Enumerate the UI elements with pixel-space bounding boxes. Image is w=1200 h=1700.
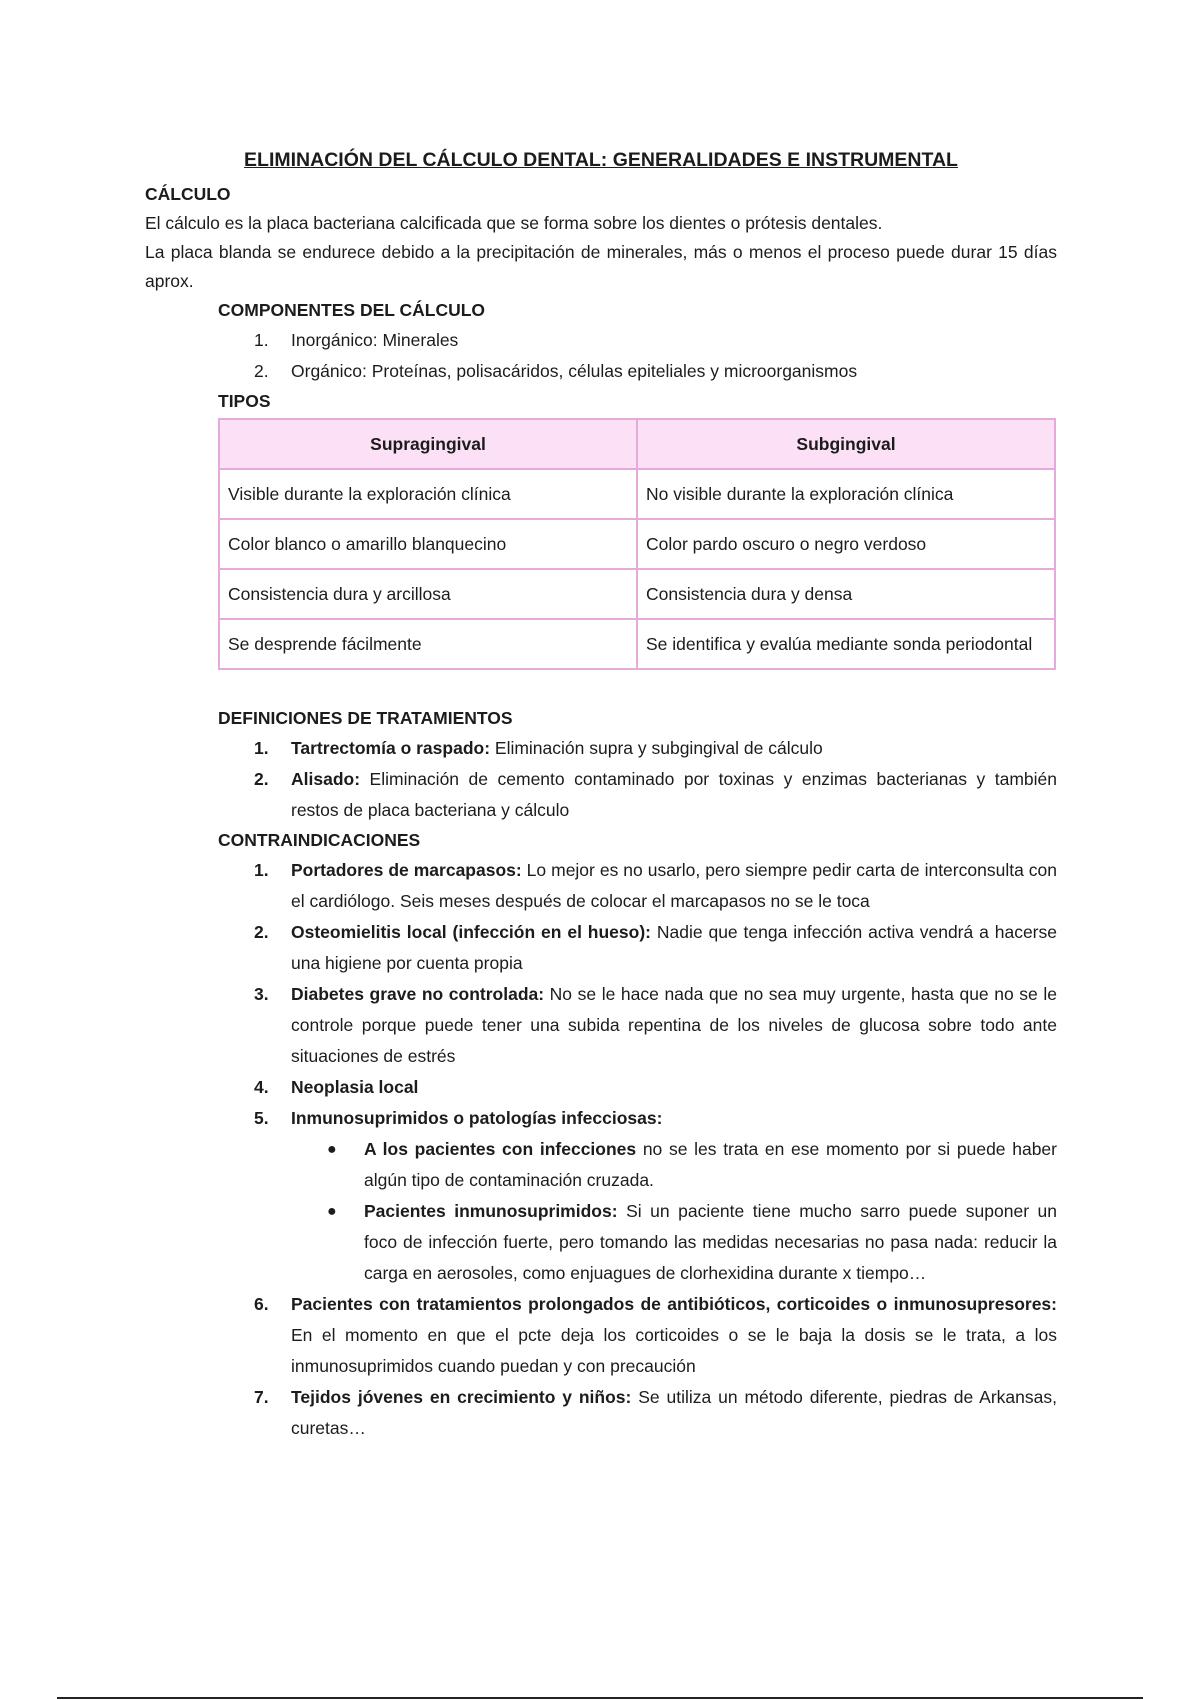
table-header-subgingival: Subgingival (637, 419, 1055, 469)
tipos-heading: TIPOS (218, 391, 271, 411)
list-item: ● Pacientes inmunosuprimidos: Si un paciente tiene mucho sarro puede suponer un foco de infección fuerte, pero tomando las medidas necesarias no pasa nada: reducir la carga en aerosoles, como enjuagues de clorhexidina durante x tiempo… (291, 1196, 1057, 1289)
table-cell: Color pardo oscuro o negro verdoso (637, 519, 1055, 569)
componentes-list (145, 325, 1057, 387)
calculo-paragraph-2: La placa blanda se endurece debido a la precipitación de minerales, más o menos el proceso puede durar 15 días aprox. (145, 242, 1057, 291)
calculo-heading: CÁLCULO (145, 184, 231, 204)
list-item: 1. Inorgánico: Minerales (254, 330, 459, 350)
list-item: 7. Tejidos jóvenes en crecimiento y niños: Se utiliza un método diferente, piedras de Arkansas, curetas… (254, 1387, 1057, 1438)
table-cell: Visible durante la exploración clínica (219, 469, 637, 519)
componentes-heading: COMPONENTES DEL CÁLCULO (218, 300, 486, 320)
table-row (219, 469, 1055, 519)
list-item: 2. Alisado: Eliminación de cemento contaminado por toxinas y enzimas bacterianas y también restos de placa bacteriana y cálculo (254, 769, 1057, 820)
contraindicaciones-heading: CONTRAINDICACIONES (218, 830, 421, 850)
list-item: 2. Orgánico: Proteínas, polisacáridos, células epiteliales y microorganismos (254, 361, 858, 381)
table-header-row (219, 419, 1055, 469)
list-item: 1. Tartrectomía o raspado: Eliminación supra y subgingival de cálculo (254, 738, 823, 758)
table-row (219, 569, 1055, 619)
tipos-table (218, 418, 1056, 670)
list-item: 4. Neoplasia local (254, 1077, 419, 1097)
document-page (145, 148, 1057, 1444)
table-cell: No visible durante la exploración clínica (637, 469, 1055, 519)
list-item: 6. Pacientes con tratamientos prolongados de antibióticos, corticoides o inmunosupresores: En el momento en que el pcte deja los corticoides o se le baja la dosis se le trata, a los inmunosuprimidos cuando puedan y con precaución (254, 1294, 1057, 1376)
bullet-icon: ● (327, 1203, 337, 1220)
table-cell: Consistencia dura y densa (637, 569, 1055, 619)
contraindicaciones-list (145, 855, 1057, 1444)
sub-bullet-list (291, 1134, 1057, 1289)
table-row (219, 519, 1055, 569)
document-title: ELIMINACIÓN DEL CÁLCULO DENTAL: GENERALIDADES E INSTRUMENTAL (244, 149, 958, 171)
table-cell: Se identifica y evalúa mediante sonda periodontal (637, 619, 1055, 669)
definiciones-list (145, 733, 1057, 826)
list-item: 1. Portadores de marcapasos: Lo mejor es no usarlo, pero siempre pedir carta de interconsulta con el cardiólogo. Seis meses después de colocar el marcapasos no se le toca (254, 860, 1057, 911)
table-cell: Color blanco o amarillo blanquecino (219, 519, 637, 569)
list-item: 3. Diabetes grave no controlada: No se le hace nada que no sea muy urgente, hasta que no se le controle porque puede tener una subida repentina de los niveles de glucosa sobre todo ante situaciones de estrés (254, 984, 1057, 1066)
page-bottom-rule (57, 1697, 1143, 1699)
definiciones-heading: DEFINICIONES DE TRATAMIENTOS (218, 708, 513, 728)
calculo-paragraph-1: El cálculo es la placa bacteriana calcificada que se forma sobre los dientes o prótesis dentales. (145, 213, 883, 233)
bullet-icon: ● (327, 1141, 337, 1158)
table-cell: Se desprende fácilmente (219, 619, 637, 669)
list-item: ● A los pacientes con infecciones no se les trata en ese momento por si puede haber algún tipo de contaminación cruzada. (291, 1134, 1057, 1196)
table-cell: Consistencia dura y arcillosa (219, 569, 637, 619)
list-item: 2. Osteomielitis local (infección en el hueso): Nadie que tenga infección activa vendrá a hacerse una higiene por cuenta propia (254, 922, 1057, 973)
table-row (219, 619, 1055, 669)
list-item: 5. Inmunosuprimidos o patologías infecciosas: ● A los pacientes con infecciones no se les trata en ese momento por si puede haber algún tipo de contaminación cruzada. ● Pacientes inmunosuprimidos: Si un paciente tiene mucho sarro puede suponer un foco de infección fuerte, pero tomando las medidas necesarias no pasa nada: reducir la carga en aerosoles, como enjuagues de clorhexidina durante x tiempo… (218, 1103, 1057, 1289)
table-header-supragingival: Supragingival (219, 419, 637, 469)
